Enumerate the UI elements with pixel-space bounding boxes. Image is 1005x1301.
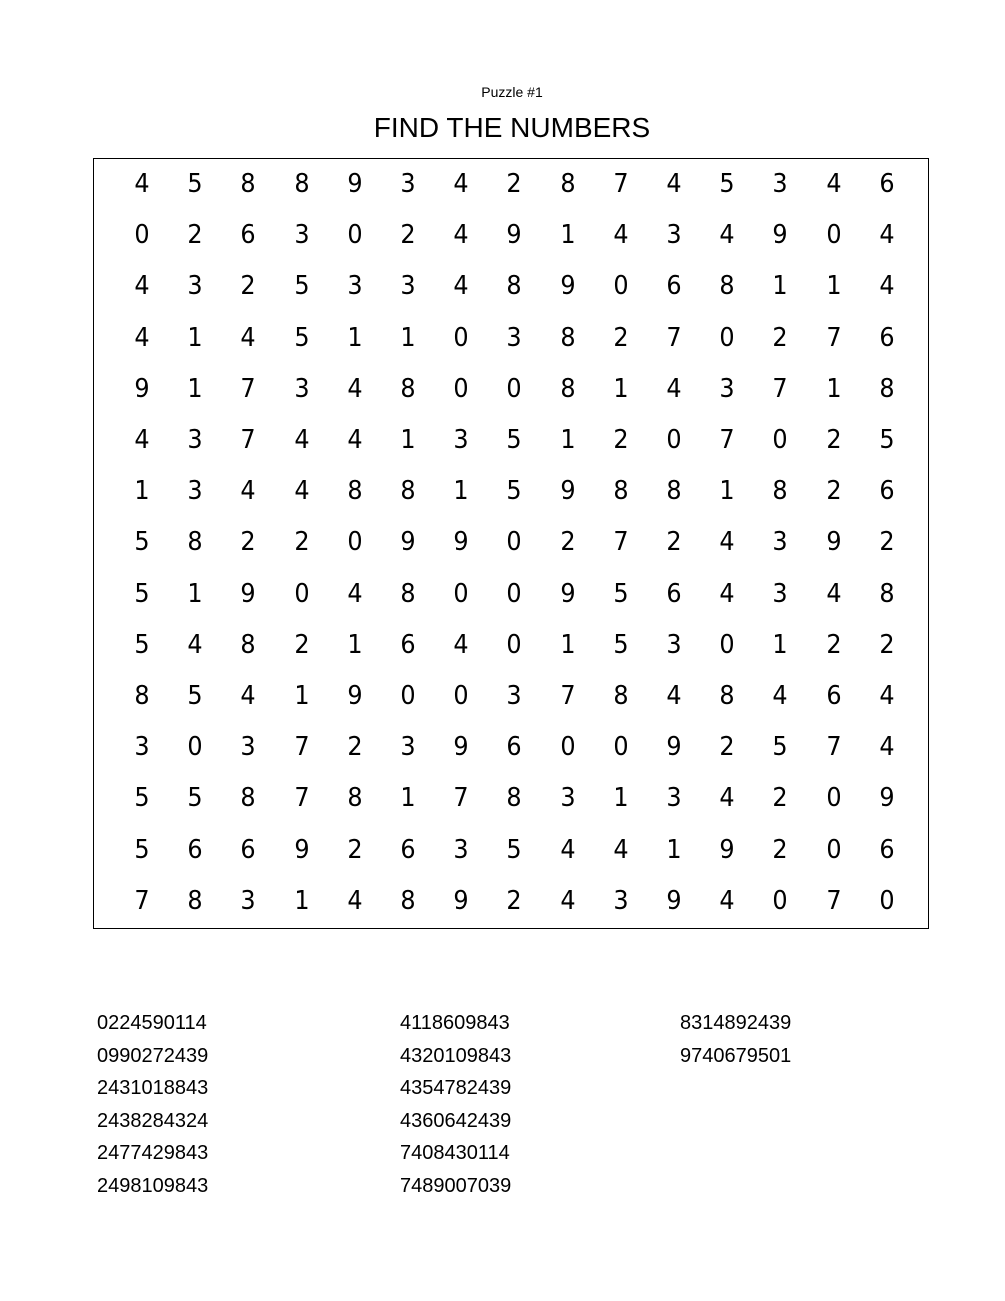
grid-cell: 8 [400, 373, 416, 404]
grid-cell: 8 [187, 527, 203, 558]
word-list-column-1 [97, 1010, 208, 1206]
grid-cell: 6 [187, 834, 203, 865]
grid-cell: 0 [187, 732, 203, 763]
grid-cell: 8 [400, 578, 416, 609]
grid-cell: 0 [825, 220, 842, 251]
grid-cell: 0 [453, 322, 469, 353]
grid-cell: 1 [559, 425, 576, 455]
grid-cell: 0 [825, 834, 842, 865]
grid-cell: 0 [772, 885, 788, 916]
grid-cell: 8 [240, 169, 256, 199]
grid-cell: 4 [719, 783, 735, 814]
grid-cell: 3 [719, 373, 735, 404]
grid-cell: 8 [187, 885, 203, 916]
grid-cell: 8 [293, 169, 310, 199]
word-list-item: 4320109843 [400, 1044, 512, 1067]
grid-cell: 0 [347, 220, 363, 251]
grid-cell: 8 [559, 373, 576, 404]
grid-cell: 8 [400, 885, 416, 916]
grid-cell: 3 [347, 271, 363, 302]
grid-cell: 2 [559, 527, 576, 558]
grid-cell: 7 [825, 885, 842, 916]
grid-cell: 5 [293, 322, 310, 353]
grid-cell: 0 [719, 629, 735, 660]
grid-cell: 4 [559, 834, 576, 865]
grid-cell: 1 [134, 476, 150, 507]
grid-cell: 9 [293, 834, 310, 865]
grid-cell: 0 [453, 681, 469, 711]
grid-cell: 9 [559, 271, 576, 302]
grid-cell: 9 [453, 527, 469, 558]
grid-cell: 0 [666, 425, 682, 455]
grid-cell: 9 [240, 578, 256, 609]
grid-cell: 4 [879, 681, 895, 711]
word-list-item: 4118609843 [400, 1012, 510, 1034]
word-list-column-3 [680, 1010, 791, 1075]
grid-cell: 9 [400, 527, 416, 558]
grid-cell: 5 [187, 783, 203, 814]
grid-cell: 7 [293, 732, 310, 763]
grid-cell: 2 [666, 527, 682, 558]
grid-cell: 4 [347, 885, 363, 916]
grid-cell: 6 [506, 732, 522, 763]
grid-cell: 0 [772, 425, 788, 455]
grid-cell: 1 [347, 322, 363, 353]
grid-cell: 8 [559, 169, 576, 199]
grid-cell: 4 [772, 681, 788, 711]
grid-cell: 8 [559, 322, 576, 353]
grid-cell: 6 [879, 322, 895, 353]
grid-cell: 0 [559, 732, 576, 763]
grid-cell: 1 [347, 629, 363, 660]
grid-cell: 8 [347, 783, 363, 814]
word-list-item: 8314892439 [680, 1012, 792, 1034]
grid-cell: 1 [559, 220, 576, 251]
grid-cell: 4 [666, 681, 682, 711]
word-list-item: 4354782439 [400, 1077, 512, 1100]
grid-cell: 9 [719, 834, 735, 865]
grid-cell: 2 [879, 527, 895, 558]
grid-cell: 1 [453, 476, 469, 507]
grid-cell: 7 [613, 527, 629, 558]
grid-cell: 2 [240, 527, 256, 558]
word-list-item: 4360642439 [400, 1109, 512, 1132]
grid-cell: 4 [666, 169, 682, 199]
grid-cell: 2 [825, 629, 842, 660]
grid-cell: 2 [187, 220, 203, 251]
grid-cell: 4 [347, 425, 363, 455]
grid-cell: 4 [719, 220, 735, 251]
grid-cell: 9 [559, 476, 576, 507]
grid-cell: 7 [613, 169, 629, 199]
grid-cell: 7 [772, 373, 788, 404]
grid-cell: 4 [825, 169, 842, 199]
grid-cell: 4 [825, 578, 842, 609]
grid-cell: 6 [666, 271, 682, 302]
grid-cell: 4 [240, 322, 256, 353]
grid-cell: 3 [506, 681, 522, 711]
grid-cell: 6 [879, 476, 895, 507]
grid-cell: 1 [613, 373, 629, 404]
word-list-item: 9740679501 [680, 1044, 792, 1067]
grid-cell: 4 [879, 271, 895, 302]
grid-cell: 8 [879, 373, 895, 404]
grid-cell: 7 [453, 783, 469, 814]
grid-cell: 9 [825, 527, 842, 558]
grid-cell: 2 [719, 732, 735, 763]
grid-cell: 3 [453, 834, 469, 865]
grid-cell: 8 [240, 783, 256, 814]
puzzle-number: Puzzle #1 [481, 84, 543, 100]
grid-cell: 3 [400, 271, 416, 302]
grid-cell: 7 [559, 681, 576, 711]
grid-cell: 4 [719, 527, 735, 558]
grid-cell: 7 [240, 373, 256, 404]
grid-cell: 4 [293, 476, 310, 507]
grid-cell: 3 [772, 527, 788, 558]
grid-cell: 2 [772, 834, 788, 865]
grid-cell: 3 [400, 169, 416, 199]
grid-cell: 4 [134, 271, 150, 302]
grid-cell: 4 [666, 373, 682, 404]
grid-cell: 8 [613, 681, 629, 711]
grid-cell: 0 [293, 578, 310, 609]
grid-cell: 5 [134, 578, 150, 609]
grid-cell: 7 [134, 885, 150, 916]
grid-cell: 7 [719, 425, 735, 455]
grid-cell: 2 [347, 732, 363, 763]
grid-cell: 1 [719, 476, 735, 507]
grid-cell: 9 [347, 169, 363, 199]
grid-cell: 9 [772, 220, 788, 251]
grid-cell: 2 [772, 783, 788, 814]
word-list-item: 0224590114 [97, 1012, 207, 1034]
grid-cell: 2 [347, 834, 363, 865]
grid-cell: 3 [187, 271, 203, 302]
grid-cell: 6 [666, 578, 682, 609]
grid-cell: 2 [825, 425, 842, 455]
grid-cell: 8 [134, 681, 150, 711]
grid-cell: 3 [293, 373, 310, 404]
grid-cell: 5 [187, 169, 203, 199]
grid-cell: 9 [506, 220, 522, 251]
grid-cell: 4 [134, 322, 150, 353]
word-list-item: 7408430114 [400, 1142, 510, 1165]
grid-cell: 0 [613, 271, 629, 302]
word-list-item: 7489007039 [400, 1174, 512, 1197]
grid-cell: 0 [825, 783, 842, 814]
grid-cell: 2 [613, 322, 629, 353]
grid-cell: 7 [825, 732, 842, 763]
grid-cell: 4 [187, 629, 203, 660]
grid-cell: 9 [347, 681, 363, 711]
grid-cell: 8 [772, 476, 788, 507]
grid-cell: 5 [134, 783, 150, 814]
grid-cell: 6 [400, 629, 416, 660]
grid-cell: 3 [559, 783, 576, 814]
grid-cell: 8 [506, 271, 522, 302]
grid-cell: 4 [347, 578, 363, 609]
grid-cell: 2 [825, 476, 842, 507]
grid-cell: 5 [506, 476, 522, 507]
grid-cell: 0 [506, 578, 522, 609]
grid-cell: 3 [293, 220, 310, 251]
grid-cell: 1 [772, 271, 788, 302]
grid-cell: 3 [666, 220, 682, 251]
grid-cell: 4 [453, 271, 469, 302]
grid-cell: 5 [134, 629, 150, 660]
grid-cell: 5 [293, 271, 310, 302]
grid-cell: 4 [134, 425, 150, 455]
grid-cell: 3 [187, 476, 203, 507]
grid-cell: 5 [719, 169, 735, 199]
grid-cell: 8 [613, 476, 629, 507]
grid-cell: 7 [240, 425, 256, 455]
grid-cell: 6 [879, 834, 895, 865]
grid-cell: 7 [825, 322, 842, 353]
grid-cell: 4 [240, 476, 256, 507]
grid-cell: 4 [613, 834, 629, 865]
grid-cell: 3 [240, 885, 256, 916]
grid-cell: 3 [613, 885, 629, 916]
grid-cell: 6 [240, 834, 256, 865]
grid-cell: 5 [879, 425, 895, 455]
grid-cell: 0 [453, 373, 469, 404]
grid-cell: 4 [559, 885, 576, 916]
grid-cell: 1 [772, 629, 788, 660]
grid-cell: 8 [719, 271, 735, 302]
grid-cell: 2 [506, 169, 522, 199]
grid-cell: 5 [613, 578, 629, 609]
grid-cell: 5 [506, 425, 522, 455]
grid-cell: 4 [879, 220, 895, 251]
grid-cell: 8 [879, 578, 895, 609]
grid-cell: 0 [719, 322, 735, 353]
grid-cell: 2 [400, 220, 416, 251]
grid-cell: 4 [879, 732, 895, 763]
word-list-item: 2498109843 [97, 1174, 209, 1197]
grid-cell: 5 [613, 629, 629, 660]
grid-cell: 3 [134, 732, 150, 763]
grid-cell: 0 [134, 220, 150, 251]
word-list-item: 2438284324 [97, 1109, 209, 1132]
grid-cell: 0 [400, 681, 416, 711]
grid-cell: 1 [400, 425, 416, 455]
grid-cell: 2 [240, 271, 256, 302]
grid-cell: 1 [293, 681, 310, 711]
grid-cell: 9 [559, 578, 576, 609]
grid-cell: 8 [666, 476, 682, 507]
grid-cell: 3 [187, 425, 203, 455]
grid-cell: 3 [666, 783, 682, 814]
grid-cell: 2 [506, 885, 522, 916]
grid-cell: 0 [453, 578, 469, 609]
grid-cell: 8 [400, 476, 416, 507]
grid-cell: 6 [400, 834, 416, 865]
grid-cell: 8 [347, 476, 363, 507]
grid-cell: 4 [134, 169, 150, 199]
grid-cell: 5 [506, 834, 522, 865]
grid-cell: 8 [240, 629, 256, 660]
word-list-column-2 [400, 1010, 511, 1206]
grid-cell: 2 [293, 527, 310, 558]
grid-cell: 4 [719, 885, 735, 916]
page-title: FIND THE NUMBERS [373, 112, 651, 143]
grid-cell: 9 [666, 885, 682, 916]
grid-cell: 6 [240, 220, 256, 251]
word-list-item: 0990272439 [97, 1044, 209, 1067]
grid-cell: 5 [134, 527, 150, 558]
grid-cell: 0 [347, 527, 363, 558]
grid-cell: 2 [772, 322, 788, 353]
grid-cell: 3 [506, 322, 522, 353]
grid-cell: 0 [506, 373, 522, 404]
grid-cell: 6 [879, 169, 895, 199]
grid-cell: 4 [453, 220, 469, 251]
grid-cell: 0 [506, 527, 522, 558]
word-list-item: 2477429843 [97, 1142, 209, 1165]
number-grid [93, 158, 929, 929]
grid-cell: 0 [506, 629, 522, 660]
grid-cell: 2 [613, 425, 629, 455]
grid-cell: 7 [666, 322, 682, 353]
grid-cell: 0 [879, 885, 895, 916]
grid-cell: 5 [187, 681, 203, 711]
grid-cell: 1 [825, 373, 842, 404]
grid-cell: 3 [400, 732, 416, 763]
grid-cell: 9 [453, 885, 469, 916]
grid-cell: 1 [400, 322, 416, 353]
grid-cell: 8 [719, 681, 735, 711]
grid-cell: 4 [719, 578, 735, 609]
grid-cell: 9 [453, 732, 469, 763]
grid-cell: 9 [134, 373, 150, 404]
grid-cell: 3 [666, 629, 682, 660]
grid-cell: 1 [666, 834, 682, 865]
grid-cell: 3 [772, 578, 788, 609]
grid-cell: 1 [187, 578, 203, 609]
grid-cell: 1 [825, 271, 842, 302]
grid-cell: 9 [879, 783, 895, 814]
grid-cell: 1 [559, 629, 576, 660]
grid-cell: 4 [240, 681, 256, 711]
grid-cell: 4 [453, 169, 469, 199]
grid-cell: 2 [879, 629, 895, 660]
grid-cell: 8 [506, 783, 522, 814]
grid-cell: 5 [772, 732, 788, 763]
grid-cell: 0 [613, 732, 629, 763]
grid-cell: 4 [613, 220, 629, 251]
grid-cell: 3 [240, 732, 256, 763]
grid-cell: 5 [134, 834, 150, 865]
grid-cell: 9 [666, 732, 682, 763]
grid-cell: 4 [347, 373, 363, 404]
word-list-item: 2431018843 [97, 1077, 209, 1100]
grid-cell: 7 [293, 783, 310, 814]
grid-cell: 3 [453, 425, 469, 455]
grid-cell: 1 [293, 885, 310, 916]
grid-cell: 4 [453, 629, 469, 660]
grid-cell: 2 [293, 629, 310, 660]
grid-cell: 1 [187, 322, 203, 353]
grid-cell: 1 [400, 783, 416, 814]
grid-cell: 1 [187, 373, 203, 404]
grid-cell: 6 [825, 681, 842, 711]
grid-cell: 1 [613, 783, 629, 814]
grid-cell: 3 [772, 169, 788, 199]
grid-cell: 4 [293, 425, 310, 455]
